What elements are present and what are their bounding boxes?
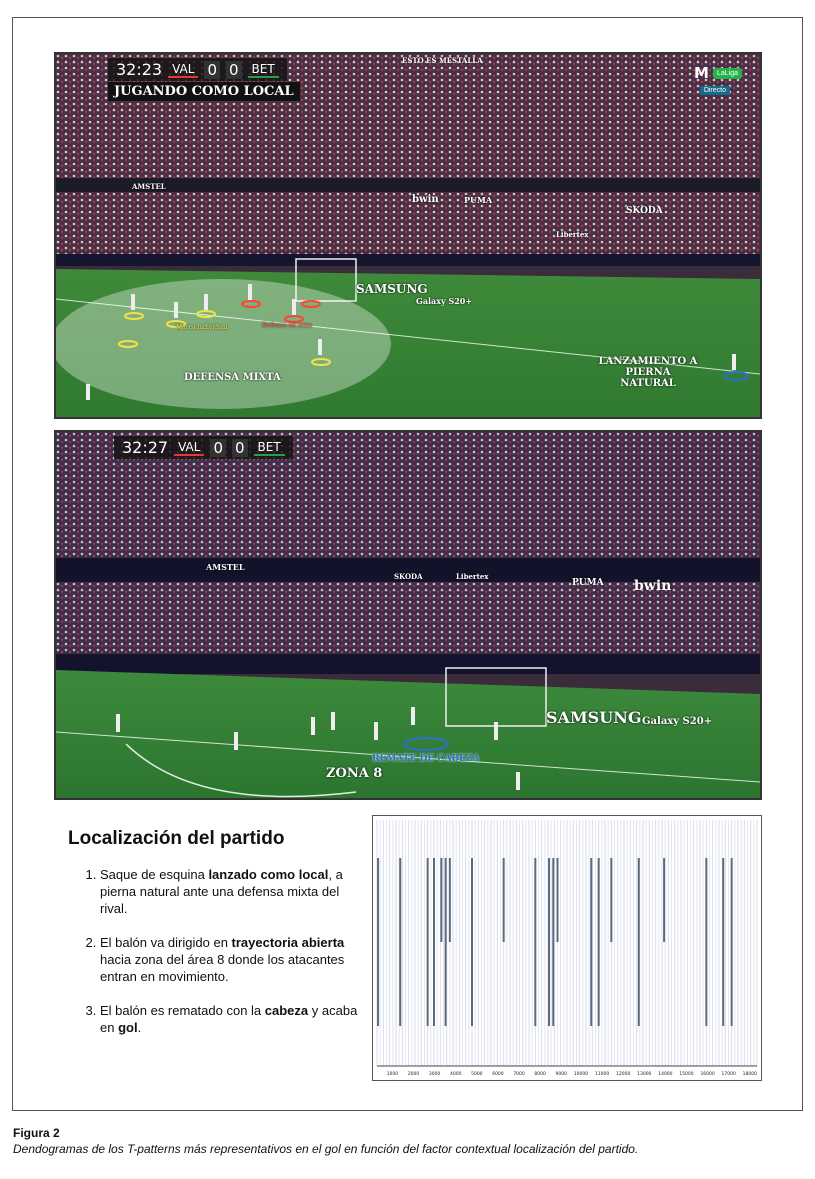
ad-amstel: AMSTEL [206,562,245,572]
x-tick-label: 11000 [594,1072,610,1077]
home-team: VAL [168,62,198,78]
label-marca-individual: Marca individual [176,324,228,331]
live-badge: Directo [700,86,730,95]
match-clock: 32:27 [122,438,169,457]
m-logo-icon: M [694,64,709,82]
away-score: 0 [226,61,242,79]
figure-caption [13,1126,803,1156]
away-score: 0 [232,439,248,457]
ad-skoda: SKODA [626,206,663,216]
stadium-banner: ESTO ES MESTALLA [402,56,483,65]
figure-description: Dendogramas de los T-patterns más representativos en el gol en función del factor contextual localización del partido. [13,1142,639,1156]
playing-local-caption: JUGANDO COMO LOCAL [108,82,300,101]
x-tick-label: 12000 [616,1072,631,1077]
dendrogram-event-bar [705,858,707,1026]
label-zona-8: ZONA 8 [326,766,383,781]
x-tick-label: 17000 [721,1072,736,1077]
x-tick-label: 15000 [679,1072,694,1077]
x-tick-label: 16000 [700,1072,715,1077]
match-screenshot-2 [54,430,762,800]
home-score: 0 [204,61,220,79]
x-tick-label: 13000 [637,1072,652,1077]
match-clock: 32:23 [116,60,163,79]
scorebug [108,58,287,81]
x-tick-label: 1000 [386,1072,399,1077]
dendrogram-event-bar [449,858,451,942]
ad-galaxy: Galaxy S20+ [642,716,713,727]
x-tick-label: 9000 [555,1072,567,1077]
x-tick-label: 7000 [513,1072,525,1077]
away-team: BET [254,440,285,456]
x-tick-label: 14000 [658,1072,673,1077]
ad-bwin: bwin [412,194,439,205]
match-screenshot-1 [54,52,762,419]
x-tick-label: 2000 [407,1072,420,1077]
dendrogram-chart [373,816,761,1080]
ad-libertex: Libertex [556,230,589,239]
home-team: VAL [174,440,204,456]
dendrogram-event-bar [433,858,435,1026]
pattern-description [68,828,358,1053]
x-tick-label: 18000 [742,1072,757,1077]
dendrogram-event-bar [557,858,559,942]
broadcaster-logo [694,64,742,82]
pattern-steps [68,866,358,1036]
dendrogram-event-bar [440,858,442,942]
dendrogram-event-bar [638,858,640,1026]
laliga-badge: LaLiga [713,68,742,79]
ad-bwin: bwin [634,578,672,594]
dendrogram-event-bar [445,858,447,1026]
label-lanzamiento: LANZAMIENTO A PIERNA NATURAL [598,356,698,389]
dendrogram-event-bar [610,858,612,942]
ad-samsung: SAMSUNG [356,282,428,296]
dendrogram-event-bar [399,858,401,1026]
dendrogram-event-bar [471,858,473,1026]
dendrogram-event-bar [534,858,536,1026]
x-tick-label: 6000 [492,1072,504,1077]
dendrogram-event-bar [552,858,554,1026]
dendrogram-event-bar [598,858,600,1026]
t-pattern-dendrogram [372,815,762,1081]
label-remate-cabeza: REMATE DE CABEZA [372,754,480,764]
dendrogram-event-bar [503,858,505,942]
step-item: 1. Saque de esquina lanzado como local, a pierna natural ante una defensa mixta del rival. [100,866,358,917]
dendrogram-event-bar [722,858,724,1026]
step-item: 3. El balón es rematado con la cabeza y acaba en gol. [100,1002,358,1036]
x-tick-label: 8000 [534,1072,546,1077]
x-tick-label: 5000 [471,1072,483,1077]
ad-samsung: SAMSUNG [546,708,642,727]
ad-galaxy: Galaxy S20+ [416,296,473,306]
scorebug [114,436,293,459]
dendrogram-event-bar [663,858,665,942]
dendrogram-event-bar [427,858,429,1026]
ad-libertex: Libertex [456,572,489,581]
dendrogram-event-bar [377,858,379,1026]
dendrogram-event-bar [548,858,550,1026]
ad-puma: PUMA [572,578,604,588]
label-defensa-zona: Defensa en zona [262,322,313,329]
step-item: 2. El balón va dirigido en trayectoria abierta hacia zona del área 8 donde los atacantes entran en movimiento. [100,934,358,985]
stadium-scene-2 [56,432,760,798]
home-score: 0 [210,439,226,457]
dendrogram-event-bar [590,858,592,1026]
label-defensa-mixta: DEFENSA MIXTA [184,372,281,383]
ad-puma: PUMA [464,195,493,205]
section-heading: Localización del partido [68,828,285,849]
x-tick-label: 10000 [573,1072,589,1077]
x-tick-label: 4000 [449,1072,462,1077]
away-team: BET [248,62,279,78]
dendrogram-event-bar [731,858,733,1026]
figure-title: Figura 2 [13,1126,60,1140]
x-tick-label: 3000 [428,1072,441,1077]
ad-skoda: SKODA [394,572,423,581]
ad-amstel: AMSTEL [132,182,166,191]
